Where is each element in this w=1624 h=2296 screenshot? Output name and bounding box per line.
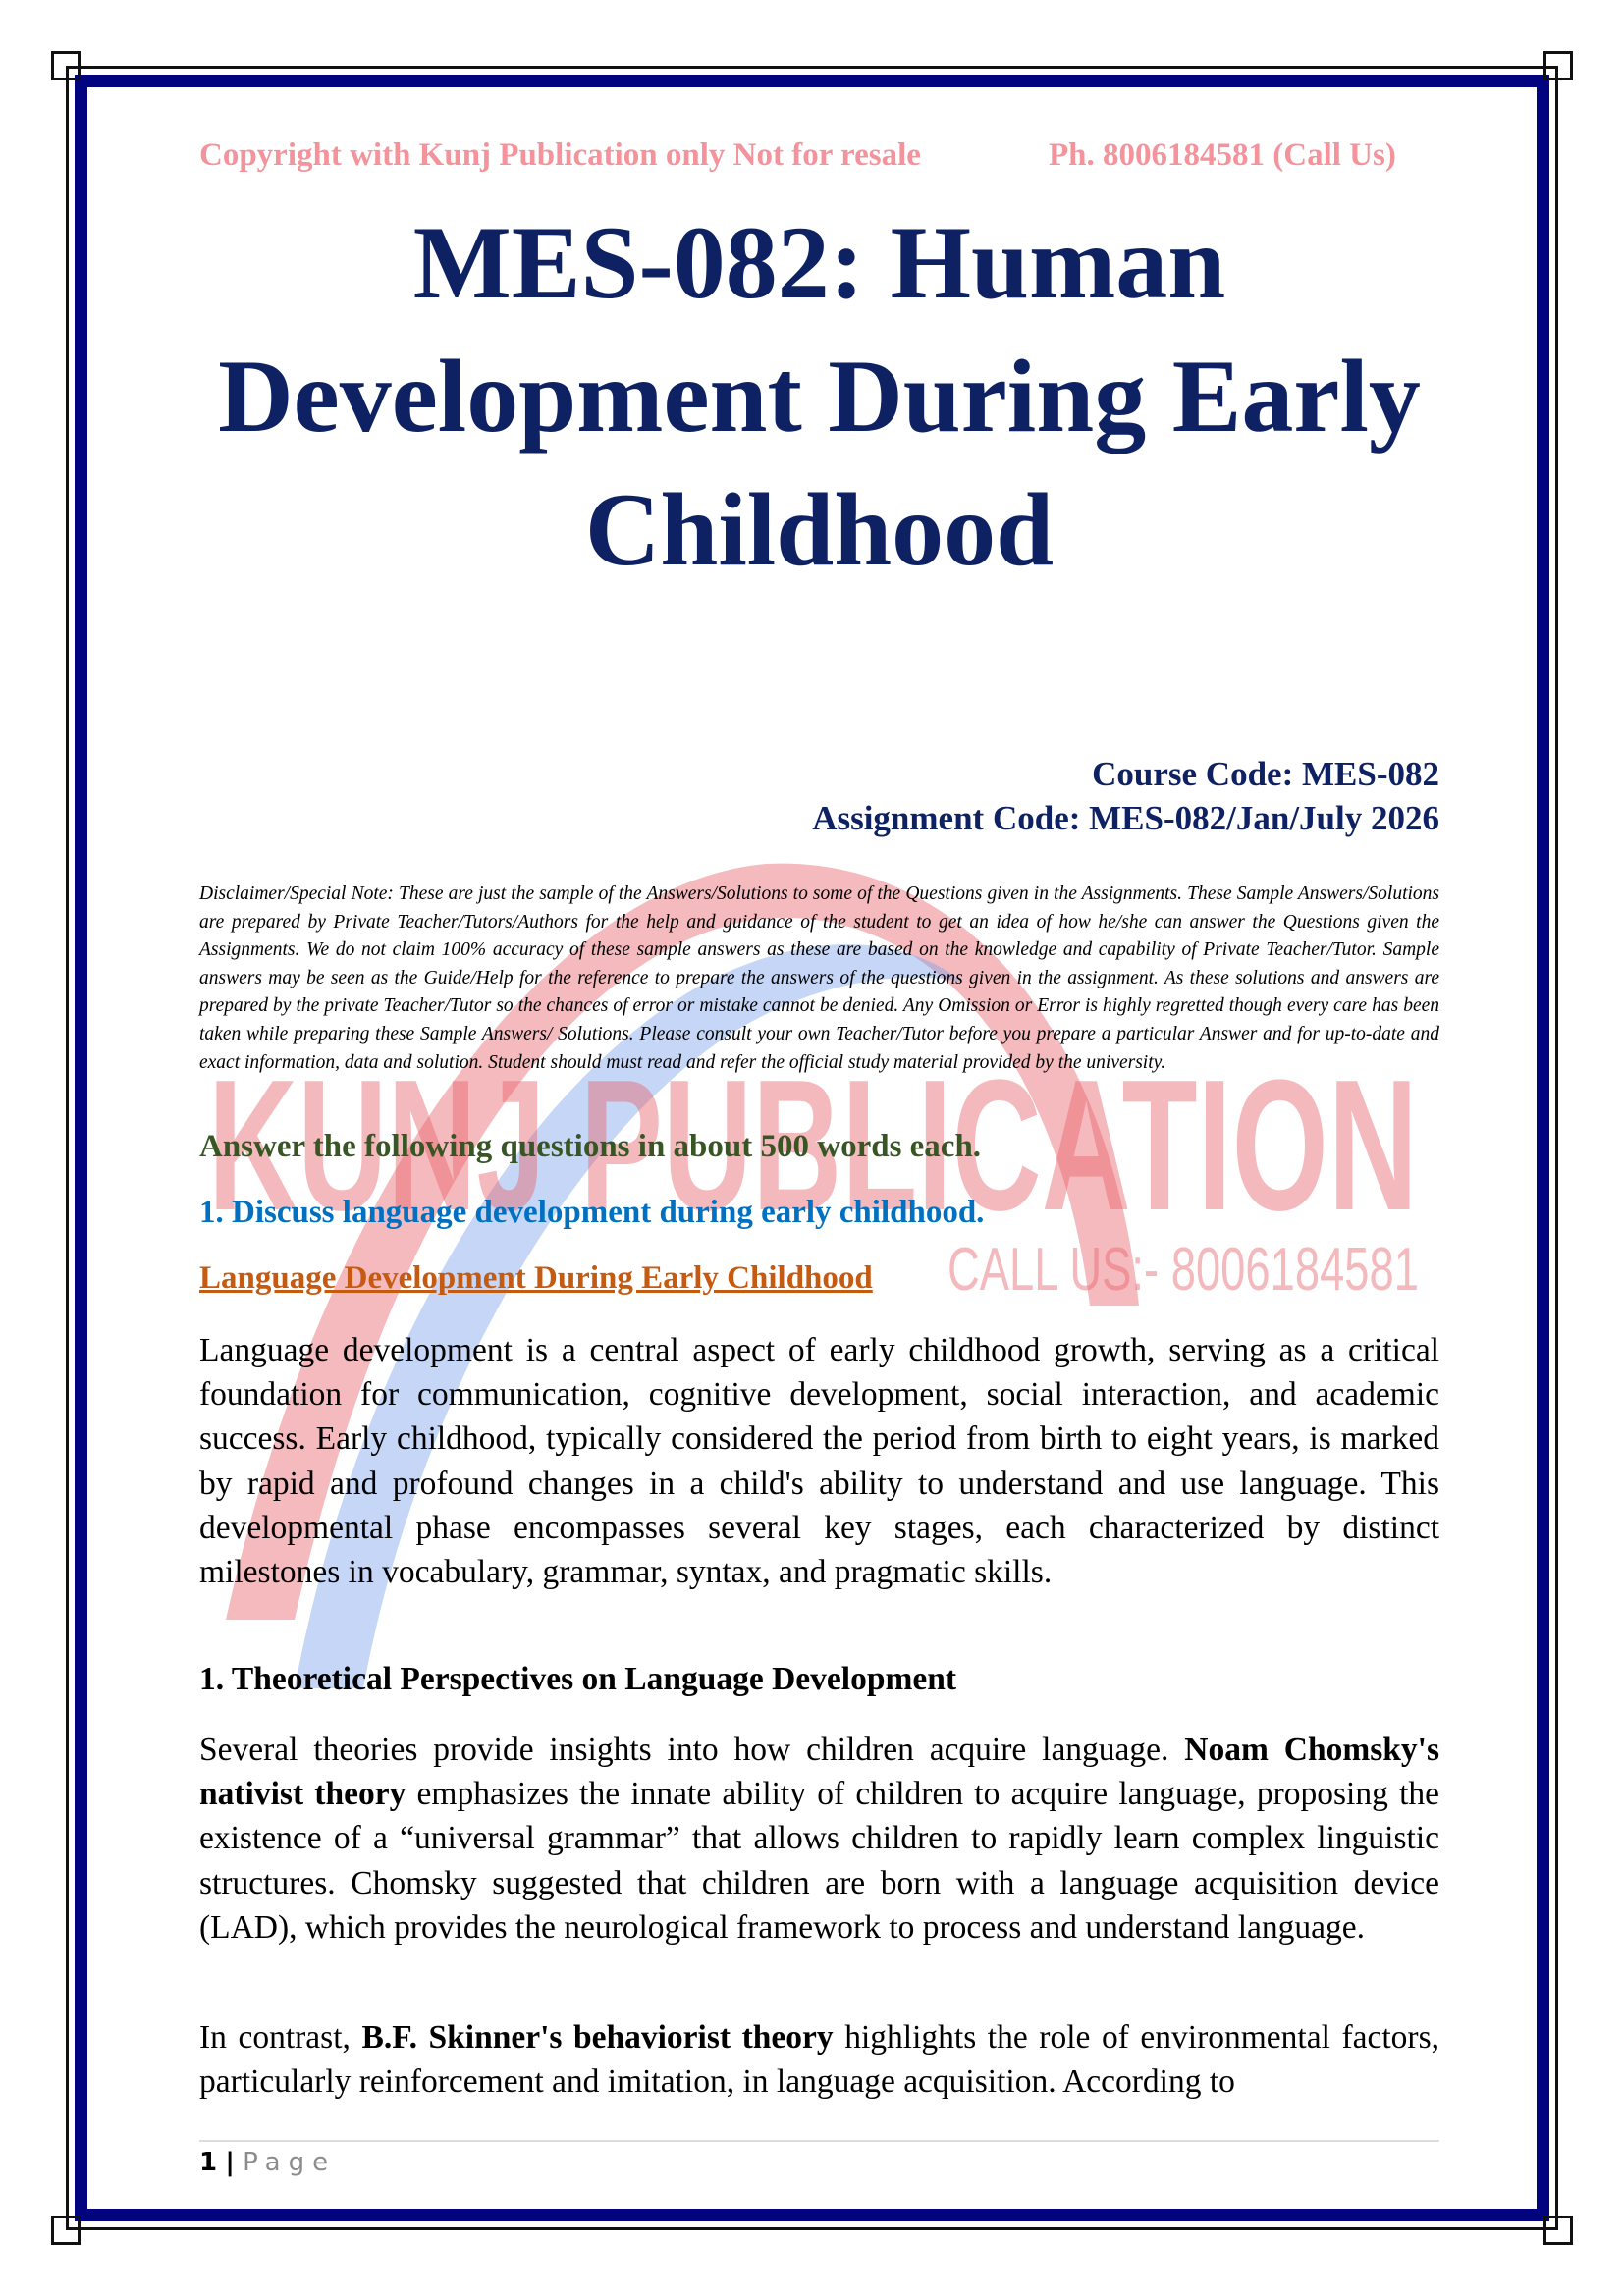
copyright-header <box>199 137 1439 174</box>
text: Several theories provide insights into how children acquire language. <box>199 1732 1185 1768</box>
paragraph <box>199 1728 1439 1949</box>
border-corner-ornament <box>51 2216 81 2245</box>
text: In contrast, <box>199 2019 362 2056</box>
assignment-code: Assignment Code: MES-082/Jan/July 2026 <box>812 799 1439 837</box>
instruction-heading: Answer the following questions in about 500 words each. <box>199 1129 982 1164</box>
copyright-text: Copyright with Kunj Publication only Not for resale <box>199 137 921 173</box>
course-code: Course Code: MES-082 <box>1092 755 1439 793</box>
section-heading: 1. Theoretical Perspectives on Language Development <box>199 1661 957 1697</box>
answer-heading: Language Development During Early Childhood <box>199 1260 873 1296</box>
border-corner-ornament <box>1543 51 1573 80</box>
footer-separator: | <box>225 2148 235 2177</box>
title-line: MES-082: Human <box>412 205 1226 320</box>
text: emphasizes the innate ability of children to acquire language, proposing the existence of a “universal grammar” that allows children to rapidly learn complex linguistic structures. Chomsky suggested that children are born with a language acquisition device (LAD), which provides the neurological framework to process and understand language. <box>199 1776 1439 1946</box>
paragraph: Language development is a central aspect of early childhood growth, serving as a critical foundation for communication, cognitive development, social interaction, and academic success. Early childhood, typically considered the period from birth to eight years, is marked by rapid and profound changes in a child's ability to understand and use language. This developmental phase encompasses several key stages, each characterized by distinct milestones in vocabulary, grammar, syntax, and pragmatic skills. <box>199 1332 1439 1591</box>
page-footer <box>199 2148 336 2177</box>
paragraph <box>199 2015 1439 2104</box>
bold-term: Noam Chomsky's nativist theory <box>199 1732 1440 1813</box>
footer-divider <box>199 2140 1439 2142</box>
title-line: Development During Early <box>218 339 1421 454</box>
bold-term: B.F. Skinner's behaviorist theory <box>361 2019 834 2056</box>
page-number: 1 <box>199 2148 218 2177</box>
question-heading: 1. Discuss language development during early childhood. <box>199 1195 985 1230</box>
text: highlights the role of environmental factors, particularly reinforcement and imitation, in language acquisition. According to <box>199 2019 1439 2101</box>
disclaimer: Disclaimer/Special Note: These are just the sample of the Answers/Solutions to some of the Questions given in the Assignments. These Sample Answers/Solutions are prepared by Private Teacher/Tutors/Authors for the help and guidance of the student to get an idea of how he/she can answer the Questions given the Assignments. We do not claim 100% accuracy of these sample answers as these are based on the knowledge and capability of Private Teacher/Tutor. Sample answers may be seen as the Guide/Help for the reference to prepare the answers of the questions given in the assignment. As these solutions and answers are prepared by the private Teacher/Tutor so the chances of error or mistake cannot be denied. Any Omission or Error is highly regretted though every care has been taken while preparing these Sample Answers/ Solutions. Please consult your own Teacher/Tutor before you prepare a particular Answer and for up-to-date and exact information, data and solution. Student should must read and refer the official study material provided by the university. <box>199 883 1439 1073</box>
watermark-brand-text: KUNJ PUBLICATION <box>208 1041 1418 1250</box>
title-line: Childhood <box>584 472 1055 587</box>
phone-text: Ph. 8006184581 (Call Us) <box>1049 137 1396 173</box>
document-title <box>199 196 1439 597</box>
watermark-call-text: CALL US:- 8006184581 <box>947 1236 1419 1304</box>
border-corner-ornament <box>51 51 81 80</box>
course-codes <box>199 752 1439 840</box>
page-label: Page <box>243 2148 337 2177</box>
border-corner-ornament <box>1543 2216 1573 2245</box>
